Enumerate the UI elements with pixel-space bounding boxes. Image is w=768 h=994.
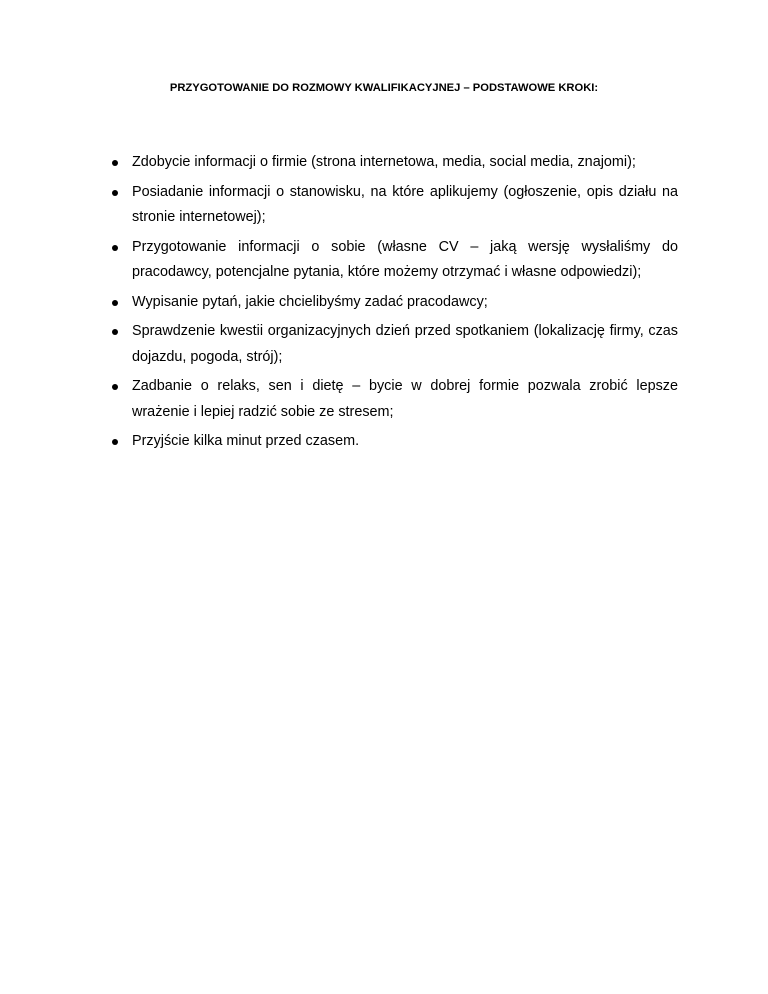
bullet-icon xyxy=(112,384,118,390)
list-item xyxy=(112,429,678,455)
list-item xyxy=(112,319,678,370)
list-item-text: Wypisanie pytań, jakie chcielibyśmy zadać pracodawcy; xyxy=(132,293,488,310)
list-item xyxy=(112,180,678,231)
bullet-icon xyxy=(112,190,118,196)
list-item-text: Sprawdzenie kwestii organizacyjnych dzień przed spotkaniem (lokalizację firmy, czas dojazdu, pogoda, strój); xyxy=(132,323,678,365)
list-item-text: Zdobycie informacji o firmie (strona internetowa, media, social media, znajomi); xyxy=(132,154,636,170)
list-item xyxy=(112,290,678,316)
bullet-icon xyxy=(112,300,118,306)
list-item xyxy=(112,150,678,176)
bullet-icon xyxy=(112,160,118,166)
list-item-text: Zadbanie o relaks, sen i dietę – bycie w dobrej formie pozwala zrobić lepsze wrażenie i lepiej radzić sobie ze stresem; xyxy=(132,378,678,420)
list-item-text: Przyjście kilka minut przed czasem. xyxy=(132,433,360,449)
bullet-icon xyxy=(112,439,118,445)
bullet-icon xyxy=(112,245,118,251)
list-item xyxy=(112,235,678,286)
list-item xyxy=(112,374,678,425)
page-title: PRZYGOTOWANIE DO ROZMOWY KWALIFIKACYJNEJ – PODSTAWOWE KROKI: xyxy=(169,82,599,94)
bullet-icon xyxy=(112,329,118,335)
list-item-text: Przygotowanie informacji o sobie (własne CV – jaką wersję wysłaliśmy do pracodawcy, potencjalne pytania, które możemy otrzymać i własne odpowiedzi); xyxy=(132,238,678,280)
steps-list xyxy=(112,150,678,459)
list-item-text: Posiadanie informacji o stanowisku, na które aplikujemy (ogłoszenie, opis działu na stronie internetowej); xyxy=(132,183,678,225)
